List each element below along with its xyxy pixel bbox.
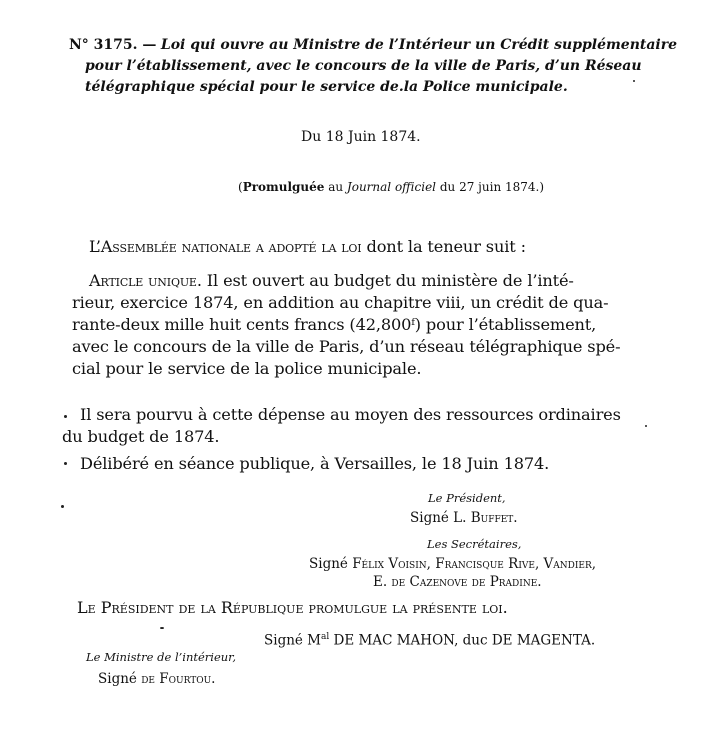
print-speck bbox=[645, 425, 647, 427]
secretaries-line-1 bbox=[309, 556, 596, 572]
secretaries-line-2: E. de Cazenove de Pradine. bbox=[373, 574, 542, 590]
print-speck bbox=[633, 80, 635, 82]
secretaries-signed: Signé bbox=[309, 556, 353, 572]
macmahon-sup: al bbox=[321, 632, 330, 642]
promulgation-word: Promulguée bbox=[242, 180, 325, 194]
law-title-text-1: Loi qui ouvre au Ministre de l’Intérieur un Crédit supplémentaire bbox=[160, 37, 678, 53]
president-signature bbox=[410, 510, 518, 526]
article-line-1 bbox=[89, 271, 574, 290]
macmahon-name: DE MAC MAHON, duc DE MAGENTA. bbox=[329, 632, 596, 649]
minister-name: de Fourtou. bbox=[141, 671, 216, 687]
assembly-intro-caps: L’Assemblée nationale a adopté la loi bbox=[89, 237, 362, 256]
deliberation-line: Délibéré en séance publique, à Versailles, le 18 Juin 1874. bbox=[80, 454, 550, 473]
print-speck bbox=[160, 627, 164, 629]
article-line-2: rieur, exercice 1874, en addition au chapitre viii, un crédit de qua- bbox=[72, 293, 609, 312]
article-line-5: cial pour le service de la police municipale. bbox=[72, 359, 422, 378]
president-title: Le Président, bbox=[428, 491, 506, 505]
funding-line-2: du budget de 1874. bbox=[62, 427, 220, 446]
funding-line-1: Il sera pourvu à cette dépense au moyen des ressources ordinaires bbox=[80, 405, 621, 424]
secretaries-title: Les Secrétaires, bbox=[427, 537, 522, 551]
assembly-intro bbox=[89, 237, 526, 256]
law-title-line-2: pour l’établissement, avec le concours de la ville de Paris, d’un Réseau bbox=[85, 58, 642, 74]
law-title-line-3: télégraphique spécial pour le service de.la Police municipale. bbox=[85, 79, 568, 95]
president-name: Buffet. bbox=[470, 510, 518, 526]
law-number: N° 3175. — bbox=[69, 37, 157, 53]
law-date: Du 18 Juin 1874. bbox=[301, 129, 421, 145]
promulgation-open: ( bbox=[238, 180, 243, 194]
president-signed: Signé L. bbox=[410, 510, 471, 526]
promulgation-date: du 27 juin 1874.) bbox=[436, 180, 545, 194]
promulgation-au: au bbox=[324, 180, 347, 194]
print-speck bbox=[61, 505, 64, 508]
journal-name: Journal officiel bbox=[346, 180, 437, 194]
article-line-4: avec le concours de la ville de Paris, d’un réseau télégraphique spé- bbox=[72, 337, 621, 356]
law-title-line-1 bbox=[69, 37, 677, 53]
minister-signature bbox=[98, 671, 215, 687]
promulgation-note bbox=[238, 180, 544, 194]
print-speck bbox=[64, 415, 67, 418]
article-line-3: rante-deux mille huit cents francs (42,800ᶠ) pour l’établissement, bbox=[72, 315, 597, 334]
macmahon-signature bbox=[264, 632, 595, 649]
macmahon-signed: Signé M bbox=[264, 632, 322, 649]
secretaries-names-1: Félix Voisin, Francisque Rive, Vandier, bbox=[352, 556, 597, 572]
minister-title: Le Ministre de l’intérieur, bbox=[86, 650, 237, 664]
article-line-1-text: Il est ouvert au budget du ministère de l’inté- bbox=[201, 271, 574, 290]
article-heading: Article unique. bbox=[89, 271, 202, 290]
print-speck bbox=[64, 462, 67, 465]
minister-signed: Signé bbox=[98, 671, 142, 687]
assembly-intro-rest: dont la teneur suit : bbox=[361, 237, 526, 256]
republic-promulgation: Le Président de la République promulgue la présente loi. bbox=[77, 598, 508, 617]
